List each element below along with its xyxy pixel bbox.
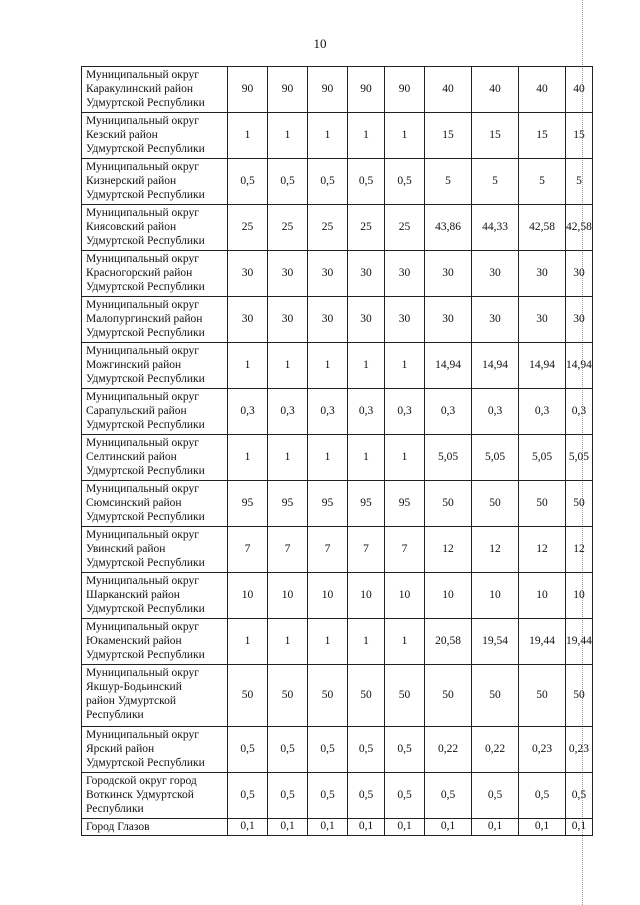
municipality-name-cell	[82, 343, 228, 389]
value-cell: 0,5	[308, 159, 348, 205]
value-cell: 30	[519, 297, 566, 343]
value-cell: 10	[268, 573, 308, 619]
municipality-name-line: Удмуртской Республики	[86, 557, 205, 569]
value-cell: 0,3	[228, 389, 268, 435]
value-cell: 0,1	[348, 819, 385, 836]
value-cell: 10	[425, 573, 472, 619]
municipality-name-line: Муниципальный округ	[86, 529, 199, 541]
municipality-name-line: Муниципальный округ	[86, 161, 199, 173]
value-cell: 0,1	[228, 819, 268, 836]
municipality-name-cell	[82, 481, 228, 527]
value-cell: 10	[348, 573, 385, 619]
value-cell: 50	[425, 481, 472, 527]
data-table	[81, 66, 593, 836]
value-cell: 0,3	[472, 389, 519, 435]
municipality-name-cell	[82, 773, 228, 819]
value-cell: 50	[308, 665, 348, 727]
municipality-name-line: Можгинский район	[86, 359, 182, 371]
value-cell: 90	[228, 67, 268, 113]
value-cell: 19,44	[519, 619, 566, 665]
municipality-name-line: Сюмсинский район	[86, 497, 182, 509]
municipality-name-line: Сарапульский район	[86, 405, 187, 417]
value-cell: 30	[348, 251, 385, 297]
value-cell: 0,5	[348, 727, 385, 773]
value-cell: 1	[308, 435, 348, 481]
municipality-name-line: Удмуртской Республики	[86, 143, 205, 155]
page-number: 10	[313, 36, 327, 51]
municipality-name-line: Городской округ город	[86, 775, 197, 787]
value-cell: 1	[348, 343, 385, 389]
table-row	[82, 343, 593, 389]
value-cell: 0,1	[268, 819, 308, 836]
value-cell: 10	[308, 573, 348, 619]
municipality-name-line: Удмуртской Республики	[86, 189, 205, 201]
value-cell: 1	[385, 343, 425, 389]
municipality-name-line: Киясовский район	[86, 221, 177, 233]
municipality-name-line: Якшур-Бодьинский	[86, 681, 182, 693]
value-cell: 30	[425, 251, 472, 297]
municipality-name-cell	[82, 819, 228, 836]
municipality-name-cell	[82, 573, 228, 619]
value-cell: 15	[472, 113, 519, 159]
value-cell: 0,3	[566, 389, 593, 435]
value-cell: 0,1	[425, 819, 472, 836]
value-cell: 95	[228, 481, 268, 527]
value-cell: 1	[268, 113, 308, 159]
value-cell: 0,3	[425, 389, 472, 435]
municipality-name-line: Удмуртской Республики	[86, 757, 205, 769]
value-cell: 7	[348, 527, 385, 573]
value-cell: 50	[385, 665, 425, 727]
value-cell: 44,33	[472, 205, 519, 251]
value-cell: 1	[228, 435, 268, 481]
value-cell: 0,5	[385, 773, 425, 819]
value-cell: 0,5	[385, 159, 425, 205]
municipality-name-line: Малопургинский район	[86, 313, 203, 325]
value-cell: 50	[425, 665, 472, 727]
municipality-name-line: Муниципальный округ	[86, 115, 199, 127]
value-cell: 0,1	[472, 819, 519, 836]
table-row	[82, 389, 593, 435]
municipality-name-line: Муниципальный округ	[86, 253, 199, 265]
table-row	[82, 113, 593, 159]
value-cell: 40	[472, 67, 519, 113]
municipality-name-line: Воткинск Удмуртской	[86, 789, 194, 801]
value-cell: 0,5	[308, 773, 348, 819]
value-cell: 43,86	[425, 205, 472, 251]
value-cell: 12	[519, 527, 566, 573]
table-row	[82, 297, 593, 343]
value-cell: 5	[519, 159, 566, 205]
table-row	[82, 819, 593, 836]
value-cell: 7	[268, 527, 308, 573]
value-cell: 7	[385, 527, 425, 573]
municipality-name-line: Республики	[86, 709, 144, 721]
value-cell: 14,94	[425, 343, 472, 389]
value-cell: 5	[425, 159, 472, 205]
value-cell: 0,5	[472, 773, 519, 819]
municipality-name-line: Муниципальный округ	[86, 299, 199, 311]
value-cell: 0,5	[385, 727, 425, 773]
value-cell: 95	[348, 481, 385, 527]
value-cell: 1	[385, 619, 425, 665]
value-cell: 0,3	[385, 389, 425, 435]
value-cell: 0,5	[425, 773, 472, 819]
value-cell: 95	[268, 481, 308, 527]
value-cell: 40	[566, 67, 593, 113]
value-cell: 1	[308, 619, 348, 665]
value-cell: 0,5	[268, 727, 308, 773]
value-cell: 1	[228, 343, 268, 389]
municipality-name-line: Увинский район	[86, 543, 166, 555]
municipality-name-cell	[82, 435, 228, 481]
table-row	[82, 251, 593, 297]
value-cell: 30	[472, 251, 519, 297]
value-cell: 50	[566, 665, 593, 727]
value-cell: 30	[385, 251, 425, 297]
municipality-name-line: Удмуртской Республики	[86, 419, 205, 431]
value-cell: 0,1	[566, 819, 593, 836]
value-cell: 30	[519, 251, 566, 297]
table-row	[82, 67, 593, 113]
value-cell: 30	[348, 297, 385, 343]
table-row	[82, 665, 593, 727]
municipality-name-line: Муниципальный округ	[86, 667, 199, 679]
municipality-name-cell	[82, 159, 228, 205]
value-cell: 0,5	[308, 727, 348, 773]
value-cell: 15	[425, 113, 472, 159]
value-cell: 0,23	[519, 727, 566, 773]
municipality-name-line: Красногорский район	[86, 267, 193, 279]
value-cell: 0,22	[425, 727, 472, 773]
municipality-name-line: Муниципальный округ	[86, 437, 199, 449]
value-cell: 0,5	[566, 773, 593, 819]
value-cell: 10	[566, 573, 593, 619]
value-cell: 30	[228, 297, 268, 343]
municipality-name-cell	[82, 527, 228, 573]
value-cell: 0,5	[348, 773, 385, 819]
value-cell: 25	[228, 205, 268, 251]
value-cell: 0,3	[519, 389, 566, 435]
municipality-name-cell	[82, 251, 228, 297]
value-cell: 12	[566, 527, 593, 573]
value-cell: 30	[268, 251, 308, 297]
table-row	[82, 435, 593, 481]
value-cell: 0,5	[348, 159, 385, 205]
value-cell: 14,94	[519, 343, 566, 389]
value-cell: 30	[385, 297, 425, 343]
value-cell: 7	[308, 527, 348, 573]
table-row	[82, 481, 593, 527]
value-cell: 25	[385, 205, 425, 251]
value-cell: 90	[385, 67, 425, 113]
municipality-name-line: Кизнерский район	[86, 175, 177, 187]
value-cell: 50	[472, 481, 519, 527]
value-cell: 1	[268, 435, 308, 481]
value-cell: 1	[268, 343, 308, 389]
municipality-name-line: Удмуртской Республики	[86, 235, 205, 247]
value-cell: 1	[228, 619, 268, 665]
municipality-name-line: Кезский район	[86, 129, 158, 141]
value-cell: 19,44	[566, 619, 593, 665]
table-row	[82, 727, 593, 773]
municipality-name-line: Муниципальный округ	[86, 621, 199, 633]
value-cell: 50	[348, 665, 385, 727]
value-cell: 12	[472, 527, 519, 573]
value-cell: 1	[348, 619, 385, 665]
value-cell: 5,05	[472, 435, 519, 481]
value-cell: 0,5	[268, 773, 308, 819]
value-cell: 42,58	[519, 205, 566, 251]
value-cell: 15	[566, 113, 593, 159]
value-cell: 1	[385, 113, 425, 159]
table-row	[82, 527, 593, 573]
municipality-name-line: Селтинский район	[86, 451, 177, 463]
value-cell: 30	[425, 297, 472, 343]
value-cell: 95	[385, 481, 425, 527]
municipality-name-line: Удмуртской Республики	[86, 327, 205, 339]
value-cell: 50	[228, 665, 268, 727]
municipality-name-cell	[82, 205, 228, 251]
value-cell: 1	[268, 619, 308, 665]
value-cell: 25	[348, 205, 385, 251]
value-cell: 50	[472, 665, 519, 727]
value-cell: 0,5	[519, 773, 566, 819]
value-cell: 25	[268, 205, 308, 251]
value-cell: 42,58	[566, 205, 593, 251]
value-cell: 30	[566, 251, 593, 297]
value-cell: 15	[519, 113, 566, 159]
value-cell: 0,3	[348, 389, 385, 435]
value-cell: 1	[308, 113, 348, 159]
municipality-name-line: Удмуртской Республики	[86, 649, 205, 661]
value-cell: 0,1	[519, 819, 566, 836]
table-body	[82, 67, 593, 836]
municipality-name-cell	[82, 67, 228, 113]
value-cell: 5	[472, 159, 519, 205]
municipality-name-line: Муниципальный округ	[86, 207, 199, 219]
value-cell: 50	[519, 481, 566, 527]
value-cell: 25	[308, 205, 348, 251]
municipality-name-line: Удмуртской Республики	[86, 603, 205, 615]
value-cell: 1	[385, 435, 425, 481]
value-cell: 10	[472, 573, 519, 619]
municipality-name-line: Ярский район	[86, 743, 155, 755]
value-cell: 10	[519, 573, 566, 619]
value-cell: 50	[268, 665, 308, 727]
value-cell: 20,58	[425, 619, 472, 665]
value-cell: 30	[472, 297, 519, 343]
municipality-name-cell	[82, 665, 228, 727]
municipality-name-cell	[82, 297, 228, 343]
municipality-name-cell	[82, 389, 228, 435]
value-cell: 0,1	[308, 819, 348, 836]
table-row	[82, 205, 593, 251]
value-cell: 30	[268, 297, 308, 343]
municipality-name-cell	[82, 113, 228, 159]
table-row	[82, 573, 593, 619]
table-row	[82, 159, 593, 205]
municipality-name-line: Юкаменский район	[86, 635, 182, 647]
value-cell: 95	[308, 481, 348, 527]
value-cell: 1	[228, 113, 268, 159]
municipality-name-line: Муниципальный округ	[86, 69, 199, 81]
municipality-name-line: Муниципальный округ	[86, 391, 199, 403]
value-cell: 10	[228, 573, 268, 619]
value-cell: 90	[308, 67, 348, 113]
value-cell: 12	[425, 527, 472, 573]
value-cell: 14,94	[472, 343, 519, 389]
value-cell: 30	[566, 297, 593, 343]
value-cell: 7	[228, 527, 268, 573]
value-cell: 50	[566, 481, 593, 527]
municipality-name-line: Шарканский район	[86, 589, 180, 601]
value-cell: 0,3	[268, 389, 308, 435]
value-cell: 5	[566, 159, 593, 205]
value-cell: 40	[519, 67, 566, 113]
value-cell: 19,54	[472, 619, 519, 665]
value-cell: 1	[348, 113, 385, 159]
value-cell: 5,05	[566, 435, 593, 481]
municipality-name-line: Удмуртской Республики	[86, 373, 205, 385]
municipality-name-line: Удмуртской Республики	[86, 97, 205, 109]
value-cell: 30	[308, 251, 348, 297]
value-cell: 14,94	[566, 343, 593, 389]
value-cell: 90	[268, 67, 308, 113]
value-cell: 10	[385, 573, 425, 619]
municipality-name-line: Удмуртской Республики	[86, 465, 205, 477]
municipality-name-line: Муниципальный округ	[86, 345, 199, 357]
value-cell: 1	[308, 343, 348, 389]
value-cell: 90	[348, 67, 385, 113]
value-cell: 0,5	[268, 159, 308, 205]
table-row	[82, 619, 593, 665]
value-cell: 0,5	[228, 727, 268, 773]
value-cell: 40	[425, 67, 472, 113]
value-cell: 0,5	[228, 159, 268, 205]
municipality-name-line: Республики	[86, 803, 144, 815]
value-cell: 5,05	[425, 435, 472, 481]
municipality-name-line: Удмуртской Республики	[86, 511, 205, 523]
municipality-name-line: Город Глазов	[86, 821, 150, 833]
municipality-name-line: район Удмуртской	[86, 695, 176, 707]
table-row	[82, 773, 593, 819]
municipality-name-line: Муниципальный округ	[86, 729, 199, 741]
value-cell: 0,1	[385, 819, 425, 836]
municipality-name-line: Удмуртской Республики	[86, 281, 205, 293]
value-cell: 30	[228, 251, 268, 297]
value-cell: 0,3	[308, 389, 348, 435]
municipality-name-cell	[82, 727, 228, 773]
municipality-name-line: Муниципальный округ	[86, 575, 199, 587]
value-cell: 0,23	[566, 727, 593, 773]
municipality-name-line: Муниципальный округ	[86, 483, 199, 495]
value-cell: 50	[519, 665, 566, 727]
value-cell: 0,22	[472, 727, 519, 773]
value-cell: 30	[308, 297, 348, 343]
value-cell: 5,05	[519, 435, 566, 481]
municipality-name-line: Каракулинский район	[86, 83, 193, 95]
value-cell: 1	[348, 435, 385, 481]
municipality-name-cell	[82, 619, 228, 665]
value-cell: 0,5	[228, 773, 268, 819]
